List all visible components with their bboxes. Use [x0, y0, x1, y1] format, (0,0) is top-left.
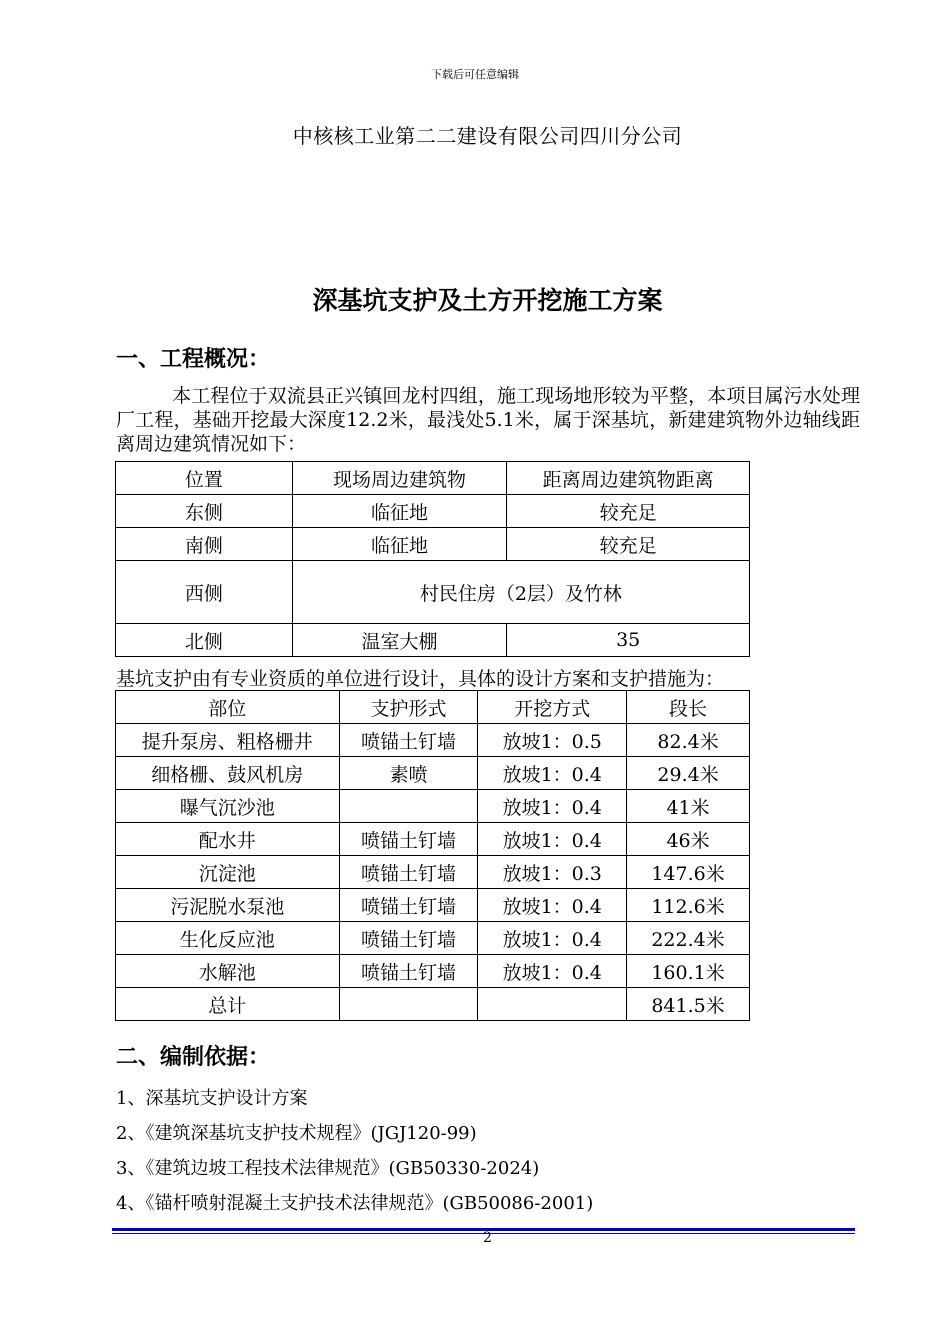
page-number: 2: [483, 1230, 492, 1246]
table-cell: 放坡1：0.4: [478, 922, 627, 955]
header-cell: 距离周边建筑物距离: [507, 462, 750, 495]
table-cell: 污泥脱水泵池: [116, 889, 340, 922]
table-row: [116, 724, 750, 757]
table-cell: 147.6米: [627, 856, 750, 889]
table-row: [116, 889, 750, 922]
table-cell: [339, 790, 478, 823]
table-row: [116, 790, 750, 823]
document-title: 深基坑支护及土方开挖施工方案: [312, 286, 663, 315]
table-cell: 素喷: [339, 757, 478, 790]
table-row: [116, 561, 750, 624]
table-cell: 112.6米: [627, 889, 750, 922]
table-cell: 喷锚土钉墙: [339, 724, 478, 757]
support-table: [115, 690, 750, 1021]
header-note: 下载后可任意编辑: [431, 68, 519, 81]
section-heading-overview: 一、工程概况：: [116, 347, 271, 372]
table-row: [116, 955, 750, 988]
list-item: 1、深基坑支护设计方案: [116, 1088, 308, 1109]
table-cell: 放坡1：0.4: [478, 955, 627, 988]
table-row: [116, 823, 750, 856]
table-cell: 放坡1：0.4: [478, 757, 627, 790]
section-heading-basis: 二、编制依据：: [116, 1045, 271, 1070]
overview-paragraph: [116, 384, 860, 456]
table-cell: 41米: [627, 790, 750, 823]
table-cell: 温室大棚: [292, 624, 507, 657]
list-item: 3、《建筑边坡工程技术法律规范》(GB50330-2024): [116, 1158, 540, 1179]
support-caption: 基坑支护由有专业资质的单位进行设计，具体的设计方案和支护措施为：: [116, 668, 725, 690]
table-cell: 放坡1：0.4: [478, 889, 627, 922]
table-cell: 35: [507, 624, 750, 657]
table-cell: 沉淀池: [116, 856, 340, 889]
table-cell: 放坡1：0.3: [478, 856, 627, 889]
table-cell: 46米: [627, 823, 750, 856]
table-row: [116, 922, 750, 955]
table-cell: 临征地: [292, 495, 507, 528]
table-cell: 喷锚土钉墙: [339, 922, 478, 955]
table-cell: [478, 988, 627, 1021]
table-cell: 喷锚土钉墙: [339, 889, 478, 922]
table-cell: 放坡1：0.4: [478, 823, 627, 856]
table-cell: 提升泵房、粗格栅井: [116, 724, 340, 757]
table-cell: 放坡1：0.4: [478, 790, 627, 823]
table-cell: 南侧: [116, 528, 293, 561]
table-cell: 放坡1：0.5: [478, 724, 627, 757]
table-cell: 喷锚土钉墙: [339, 856, 478, 889]
table-cell: 西侧: [116, 561, 293, 624]
table-cell: 总计: [116, 988, 340, 1021]
table-cell: 水解池: [116, 955, 340, 988]
table-cell: 曝气沉沙池: [116, 790, 340, 823]
table-row: [116, 624, 750, 657]
table-cell: 临征地: [292, 528, 507, 561]
table-cell: 较充足: [507, 495, 750, 528]
list-item: 4、《锚杆喷射混凝土支护技术法律规范》(GB50086-2001): [116, 1193, 594, 1214]
header-cell: 开挖方式: [478, 691, 627, 724]
overview-paragraph-text: 本工程位于双流县正兴镇回龙村四组，施工现场地形较为平整，本项目属污水处理厂工程，基础开挖最大深度12.2米，最浅处5.1米，属于深基坑，新建建筑物外边轴线距离周边建筑情况如下：: [116, 385, 860, 455]
table-header-row: [116, 462, 750, 495]
table-cell: 222.4米: [627, 922, 750, 955]
table-cell: 841.5米: [627, 988, 750, 1021]
table-row: [116, 528, 750, 561]
table-cell: 细格栅、鼓风机房: [116, 757, 340, 790]
header-cell: 支护形式: [339, 691, 478, 724]
table-cell: 82.4米: [627, 724, 750, 757]
table-cell: 较充足: [507, 528, 750, 561]
header-cell: 现场周边建筑物: [292, 462, 507, 495]
table-cell-merged: 村民住房（2层）及竹林: [292, 561, 749, 624]
table-cell: 东侧: [116, 495, 293, 528]
header-cell: 部位: [116, 691, 340, 724]
table-row: [116, 757, 750, 790]
table-cell: 配水井: [116, 823, 340, 856]
reference-list: [116, 1087, 593, 1227]
header-cell: 位置: [116, 462, 293, 495]
table-cell: [339, 988, 478, 1021]
list-item: 2、《建筑深基坑支护技术规程》(JGJ120-99): [116, 1123, 477, 1144]
table-cell: 喷锚土钉墙: [339, 955, 478, 988]
table-cell: 160.1米: [627, 955, 750, 988]
company-name: 中核核工业第二二建设有限公司四川分公司: [292, 124, 683, 148]
surroundings-table: [115, 461, 750, 657]
table-cell: 北侧: [116, 624, 293, 657]
table-row: [116, 856, 750, 889]
header-cell: 段长: [627, 691, 750, 724]
table-cell: 生化反应池: [116, 922, 340, 955]
table-cell: 喷锚土钉墙: [339, 823, 478, 856]
table-row: [116, 988, 750, 1021]
table-cell: 29.4米: [627, 757, 750, 790]
table-row: [116, 495, 750, 528]
table-header-row: [116, 691, 750, 724]
